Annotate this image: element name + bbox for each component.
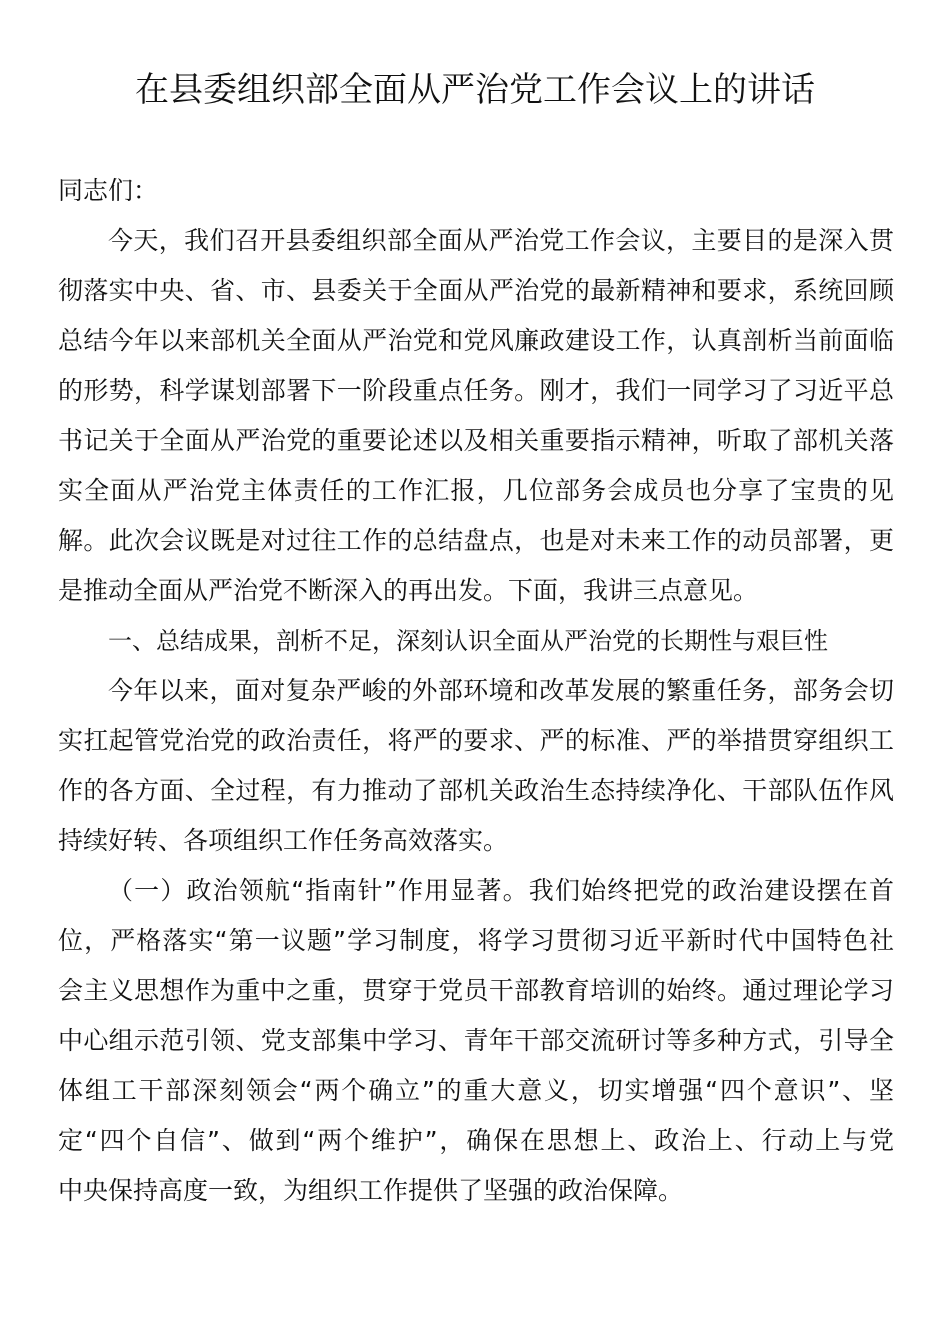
paragraph-line: 彻落实中央、省、市、县委关于全面从严治党的最新精神和要求，系统回顾 bbox=[58, 276, 894, 305]
paragraph-line: 今天，我们召开县委组织部全面从严治党工作会议，主要目的是深入贯 bbox=[108, 226, 894, 255]
paragraph-political-leadership bbox=[58, 866, 894, 1216]
paragraph-line: （一）政治领航“指南针”作用显著。我们始终把党的政治建设摆在首 bbox=[108, 876, 894, 905]
paragraph-line: 总结今年以来部机关全面从严治党和党风廉政建设工作，认真剖析当前面临 bbox=[58, 326, 894, 355]
paragraph-line: 实扛起管党治党的政治责任，将严的要求、严的标准、严的举措贯穿组织工 bbox=[58, 726, 894, 755]
section-heading: 一、总结成果，剖析不足，深刻认识全面从严治党的长期性与艰巨性 bbox=[108, 627, 828, 655]
paragraph-line: 的形势，科学谋划部署下一阶段重点任务。刚才，我们一同学习了习近平总 bbox=[58, 376, 894, 405]
paragraph-line: 体组工干部深刻领会“两个确立”的重大意义，切实增强“四个意识”、坚 bbox=[58, 1076, 894, 1105]
document-body bbox=[58, 166, 894, 1216]
paragraph-line: 今年以来，面对复杂严峻的外部环境和改革发展的繁重任务，部务会切 bbox=[108, 676, 894, 705]
paragraph-line: 是推动全面从严治党不断深入的再出发。下面，我讲三点意见。 bbox=[58, 576, 759, 605]
paragraph-line: 书记关于全面从严治党的重要论述以及相关重要指示精神，听取了部机关落 bbox=[58, 426, 894, 455]
paragraph-summary bbox=[58, 666, 894, 866]
paragraph-line: 定“四个自信”、做到“两个维护”，确保在思想上、政治上、行动上与党 bbox=[58, 1126, 894, 1155]
paragraph-line: 中心组示范引领、党支部集中学习、青年干部交流研讨等多种方式，引导全 bbox=[58, 1026, 894, 1055]
paragraph-line: 持续好转、各项组织工作任务高效落实。 bbox=[58, 826, 509, 855]
paragraph-line: 解。此次会议既是对过往工作的总结盘点，也是对未来工作的动员部署，更 bbox=[58, 526, 894, 555]
document-title: 在县委组织部全面从严治党工作会议上的讲话 bbox=[135, 70, 815, 110]
paragraph-line: 实全面从严治党主体责任的工作汇报，几位部务会成员也分享了宝贵的见 bbox=[58, 476, 894, 505]
paragraph-line: 作的各方面、全过程，有力推动了部机关政治生态持续净化、干部队伍作风 bbox=[58, 776, 894, 805]
paragraph-line: 会主义思想作为重中之重，贯穿于党员干部教育培训的始终。通过理论学习 bbox=[58, 976, 894, 1005]
salutation: 同志们： bbox=[58, 176, 159, 205]
paragraph-line: 中央保持高度一致，为组织工作提供了坚强的政治保障。 bbox=[58, 1176, 684, 1205]
paragraph-opening bbox=[58, 216, 894, 616]
paragraph-line: 位，严格落实“第一议题”学习制度，将学习贯彻习近平新时代中国特色社 bbox=[58, 926, 894, 955]
